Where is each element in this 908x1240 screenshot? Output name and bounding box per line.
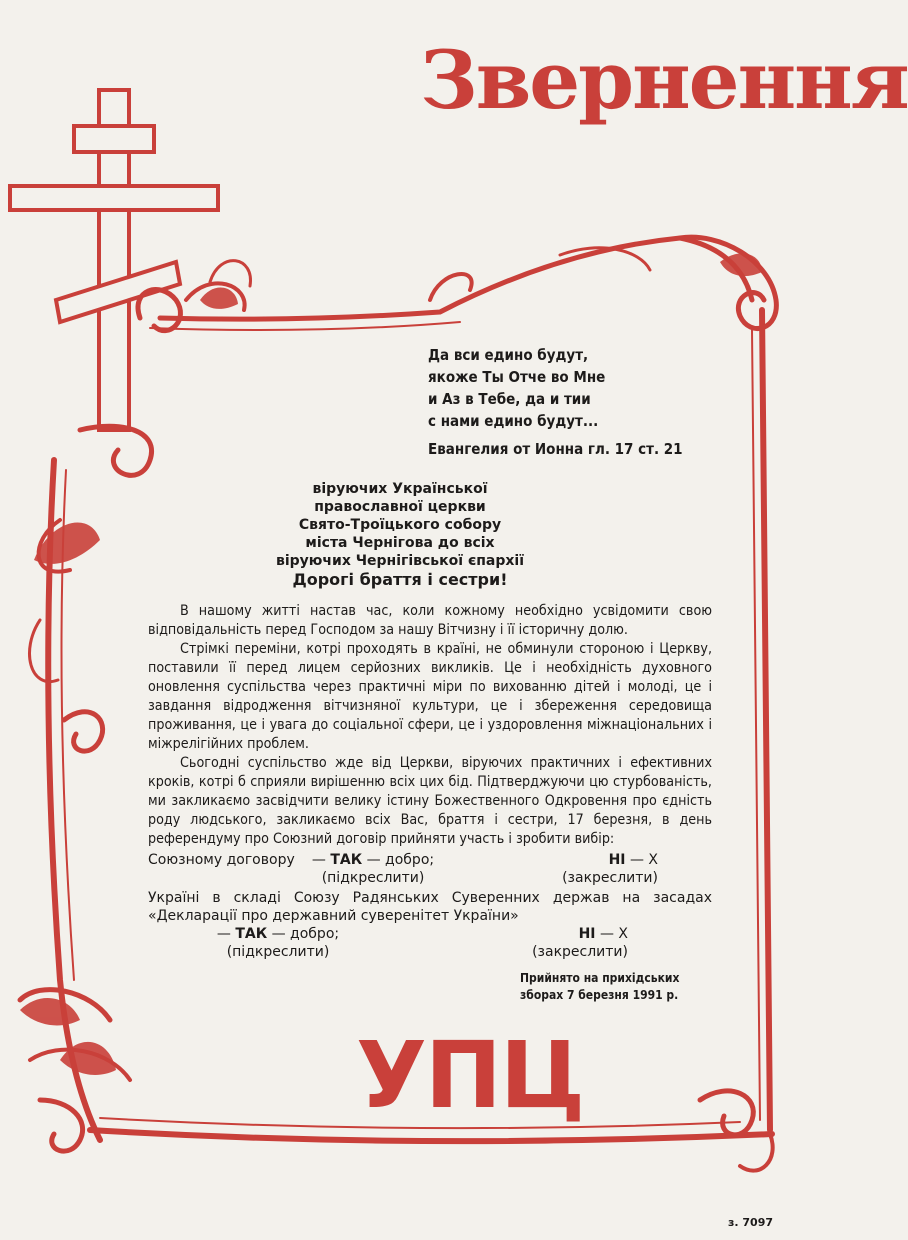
- greeting: Дорогі браття і сестри!: [292, 570, 508, 589]
- vote-ukraine: [148, 889, 712, 961]
- vote-label: Союзному договору: [148, 852, 295, 868]
- adoption-note: Прийнято на прихідських зборах 7 березня 1991 р.: [520, 971, 680, 1002]
- addressee-line: Свято-Троїцького собору: [298, 517, 502, 533]
- addressee-line: віруючих Чернігівської єпархії: [275, 553, 525, 569]
- appeal-body: [148, 600, 712, 961]
- no-note: (закреслити): [532, 944, 628, 960]
- vote-label: Україні в складі Союзу Радянських Суверенних держав на засадах: [148, 890, 712, 906]
- vote-yes: — ТАК — добро; (підкреслити): [298, 851, 448, 887]
- no-note: (закреслити): [562, 870, 658, 886]
- upc-mark: УПЦ: [356, 1022, 584, 1129]
- vote-no: НІ — Х (закреслити): [448, 851, 708, 887]
- paragraph: В нашому житті настав час, коли кожному необхідно усвідомити свою відповідальність перед Господом за нашу Вітчизну і її історичну долю.: [148, 603, 712, 638]
- print-order-mark: з. 7097: [728, 1216, 774, 1229]
- yes-word: ТАК: [235, 926, 268, 942]
- epigraph-source: Евангелия от Ионна гл. 17 ст. 21: [428, 440, 683, 458]
- addressee-line: міста Чернігова до всіх: [305, 535, 495, 551]
- paragraph: Сьогодні суспільство жде від Церкви, віруючих практичних і ефективних кроків, котрі б сприяли вирішенню всіх цих бід. Підтверджуючи цю стурбованість, ми закликаємо засвідчити велику істину Божественного Одкровення про єдність роду людського, закликаємо всіх Вас, браття і сестри, 17 березня, в день референдуму про Союзний договір прийняти участь і зробити вибір:: [148, 755, 712, 847]
- epigraph-line: Да вси едино будут,: [428, 346, 589, 364]
- epigraph: [428, 344, 728, 460]
- vote-union-treaty: [148, 851, 712, 887]
- vote-label: «Декларації про державний суверенітет України»: [148, 908, 519, 924]
- vote-no: НІ — Х (закреслити): [408, 925, 628, 961]
- epigraph-line: якоже Ты Отче во Мне: [428, 368, 606, 386]
- paragraph: Стрімкі переміни, котрі проходять в країні, не обминули стороною і Церкву, поставили її перед лицем серйозних викликів. Це і необхідність духовного оновлення суспільства через практичні міри по вихованню дітей і молоді, це і завдання відродження вітчизняної культури, це і збереження середовища проживання, це і увага до соціальної сфери, це і уздоровлення міжнаціональних і міжрелігійних проблем.: [148, 641, 712, 752]
- addressee-line: віруючих Української: [312, 481, 488, 497]
- no-word: НІ: [578, 926, 596, 942]
- vote-yes: — ТАК — добро; (підкреслити): [148, 925, 408, 961]
- epigraph-line: и Аз в Тебе, да и тии: [428, 390, 591, 408]
- yes-note: (підкреслити): [321, 870, 425, 886]
- yes-note: (підкреслити): [226, 944, 330, 960]
- addressee-line: православної церкви: [314, 499, 486, 515]
- yes-word: ТАК: [330, 852, 363, 868]
- page-title: Звернення: [420, 33, 908, 127]
- addressee: [250, 480, 550, 570]
- epigraph-line: с нами едино будут...: [428, 412, 599, 430]
- no-word: НІ: [608, 852, 626, 868]
- orthodox-cross-icon: [10, 90, 218, 430]
